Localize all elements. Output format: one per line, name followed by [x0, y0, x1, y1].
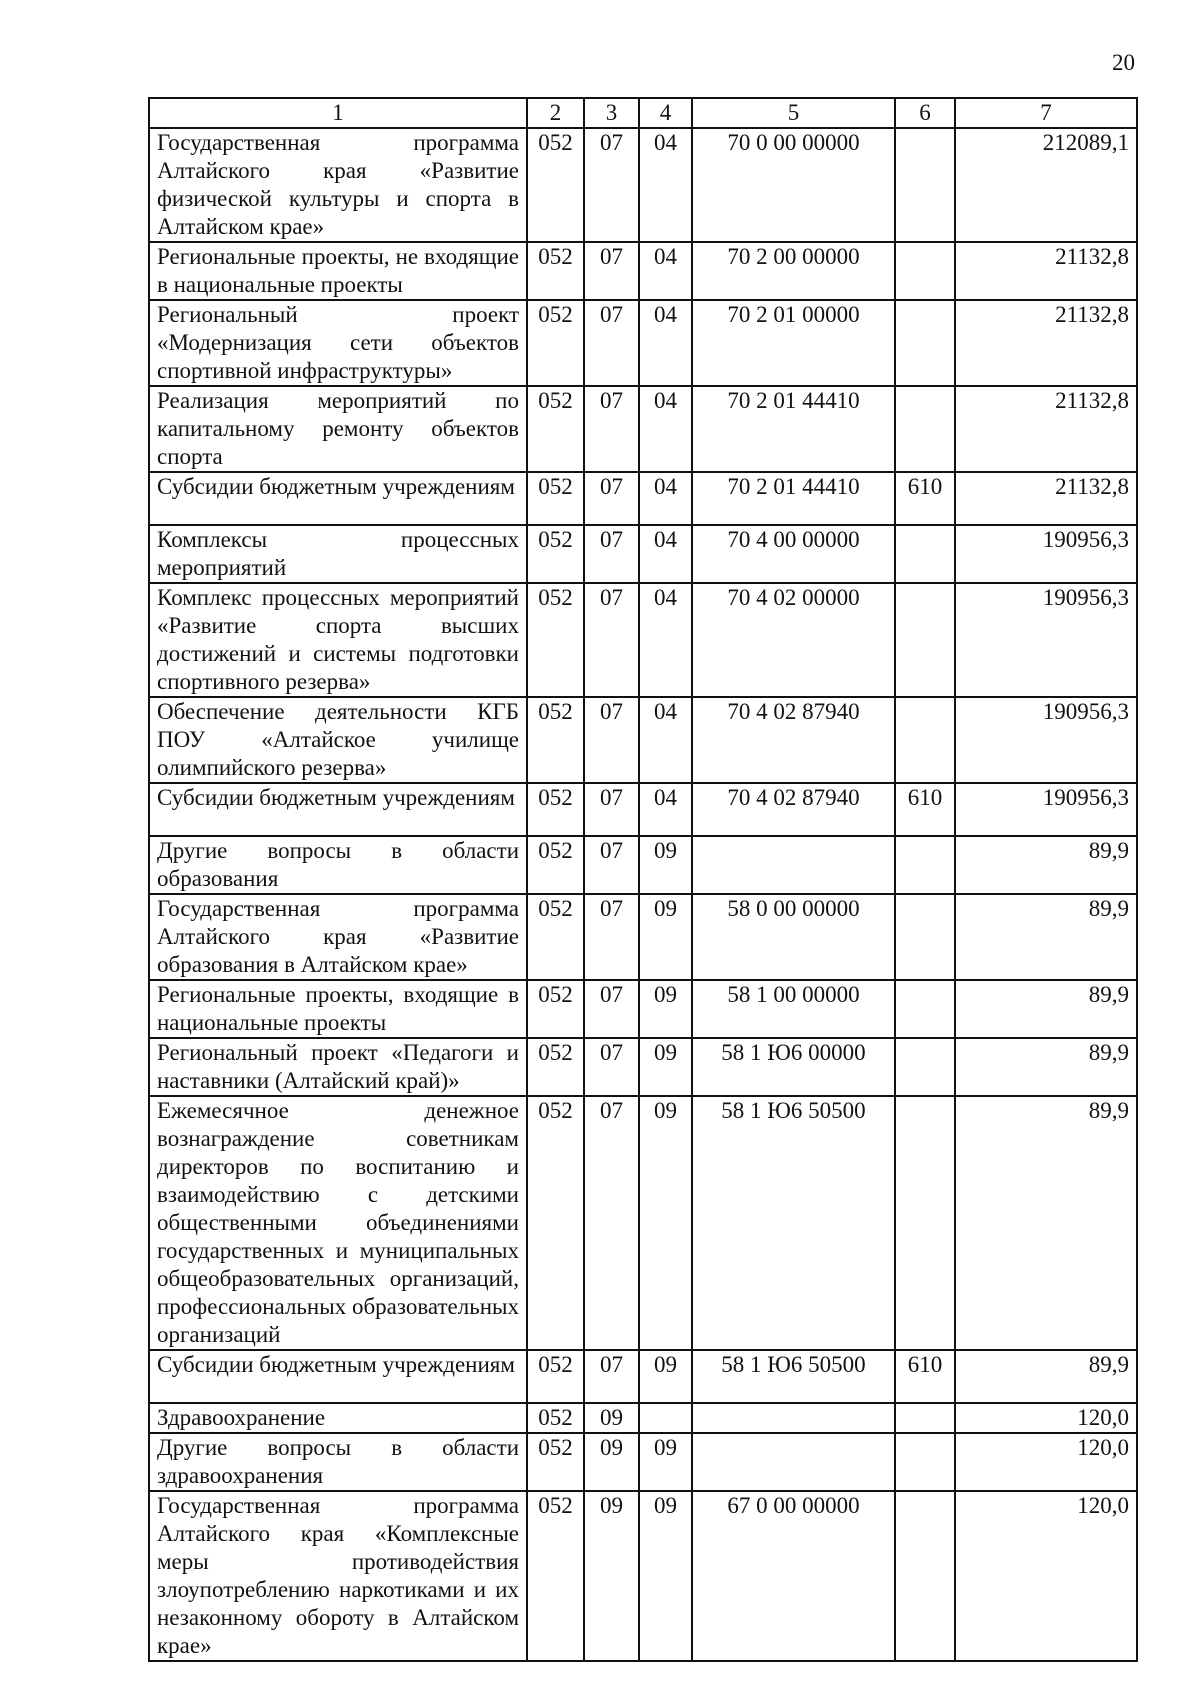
subsection-cell: 04	[639, 386, 692, 472]
row-name-cell: Государственная программа Алтайского края «Развитие образования в Алтайском крае»	[149, 894, 527, 980]
row-name-cell: Субсидии бюджетным учреждениям	[149, 1350, 527, 1403]
expense-type-cell	[895, 128, 955, 242]
ministry-code-cell: 052	[527, 1096, 584, 1350]
row-name-cell: Региональный проект «Модернизация сети объектов спортивной инфраструктуры»	[149, 300, 527, 386]
subsection-cell: 09	[639, 1433, 692, 1491]
section-cell: 07	[584, 980, 639, 1038]
subsection-cell: 04	[639, 242, 692, 300]
target-article-cell: 70 4 02 00000	[692, 583, 895, 697]
section-cell: 07	[584, 1038, 639, 1096]
table-row	[149, 1096, 1137, 1350]
expense-type-cell	[895, 242, 955, 300]
expense-type-cell	[895, 697, 955, 783]
section-cell: 09	[584, 1433, 639, 1491]
section-cell: 07	[584, 300, 639, 386]
row-name-cell: Региональные проекты, входящие в национальные проекты	[149, 980, 527, 1038]
subsection-cell: 04	[639, 783, 692, 836]
expense-type-cell	[895, 525, 955, 583]
target-article-cell: 58 1 Ю6 50500	[692, 1350, 895, 1403]
amount-cell: 21132,8	[955, 386, 1137, 472]
expense-type-cell	[895, 1433, 955, 1491]
amount-cell: 21132,8	[955, 300, 1137, 386]
ministry-code-cell: 052	[527, 242, 584, 300]
ministry-code-cell: 052	[527, 1433, 584, 1491]
table-row	[149, 836, 1137, 894]
target-article-cell: 58 0 00 00000	[692, 894, 895, 980]
table-row	[149, 525, 1137, 583]
section-cell: 07	[584, 783, 639, 836]
column-header: 4	[639, 98, 692, 128]
amount-cell: 190956,3	[955, 525, 1137, 583]
table-row	[149, 783, 1137, 836]
section-cell: 07	[584, 472, 639, 525]
target-article-cell: 58 1 Ю6 50500	[692, 1096, 895, 1350]
ministry-code-cell: 052	[527, 1350, 584, 1403]
ministry-code-cell: 052	[527, 583, 584, 697]
ministry-code-cell: 052	[527, 1403, 584, 1433]
expense-type-cell	[895, 300, 955, 386]
ministry-code-cell: 052	[527, 980, 584, 1038]
row-name-cell: Ежемесячное денежное вознаграждение советникам директоров по воспитанию и взаимодействию с детскими общественными объединениями государственных и муниципальных общеобразовательных организаций, профессиональных образовательных организаций	[149, 1096, 527, 1350]
section-cell: 07	[584, 525, 639, 583]
expense-type-cell	[895, 583, 955, 697]
amount-cell: 89,9	[955, 1038, 1137, 1096]
subsection-cell: 04	[639, 697, 692, 783]
table-row	[149, 472, 1137, 525]
target-article-cell: 70 0 00 00000	[692, 128, 895, 242]
amount-cell: 21132,8	[955, 242, 1137, 300]
target-article-cell: 70 2 01 00000	[692, 300, 895, 386]
ministry-code-cell: 052	[527, 300, 584, 386]
column-header: 1	[149, 98, 527, 128]
amount-cell: 190956,3	[955, 583, 1137, 697]
subsection-cell	[639, 1403, 692, 1433]
row-name-cell: Другие вопросы в области здравоохранения	[149, 1433, 527, 1491]
section-cell: 07	[584, 836, 639, 894]
row-name-cell: Здравоохранение	[149, 1403, 527, 1433]
table-row	[149, 583, 1137, 697]
expense-type-cell: 610	[895, 472, 955, 525]
table-header-row	[149, 98, 1137, 128]
target-article-cell: 58 1 00 00000	[692, 980, 895, 1038]
column-header: 2	[527, 98, 584, 128]
target-article-cell: 70 2 00 00000	[692, 242, 895, 300]
table-row	[149, 1350, 1137, 1403]
ministry-code-cell: 052	[527, 1491, 584, 1661]
budget-table	[148, 97, 1138, 1662]
amount-cell: 190956,3	[955, 697, 1137, 783]
amount-cell: 120,0	[955, 1433, 1137, 1491]
subsection-cell: 09	[639, 894, 692, 980]
column-header: 3	[584, 98, 639, 128]
row-name-cell: Региональный проект «Педагоги и наставники (Алтайский край)»	[149, 1038, 527, 1096]
table-row	[149, 1491, 1137, 1661]
expense-type-cell	[895, 386, 955, 472]
row-name-cell: Региональные проекты, не входящие в национальные проекты	[149, 242, 527, 300]
subsection-cell: 09	[639, 836, 692, 894]
amount-cell: 89,9	[955, 1096, 1137, 1350]
column-header: 7	[955, 98, 1137, 128]
subsection-cell: 04	[639, 525, 692, 583]
subsection-cell: 04	[639, 300, 692, 386]
section-cell: 07	[584, 1096, 639, 1350]
expense-type-cell: 610	[895, 1350, 955, 1403]
ministry-code-cell: 052	[527, 894, 584, 980]
row-name-cell: Реализация мероприятий по капитальному ремонту объектов спорта	[149, 386, 527, 472]
row-name-cell: Субсидии бюджетным учреждениям	[149, 783, 527, 836]
target-article-cell	[692, 1403, 895, 1433]
section-cell: 07	[584, 242, 639, 300]
subsection-cell: 04	[639, 472, 692, 525]
ministry-code-cell: 052	[527, 128, 584, 242]
amount-cell: 21132,8	[955, 472, 1137, 525]
amount-cell: 89,9	[955, 836, 1137, 894]
table-row	[149, 386, 1137, 472]
expense-type-cell	[895, 1038, 955, 1096]
subsection-cell: 04	[639, 583, 692, 697]
subsection-cell: 04	[639, 128, 692, 242]
ministry-code-cell: 052	[527, 783, 584, 836]
target-article-cell: 70 4 02 87940	[692, 783, 895, 836]
column-header: 5	[692, 98, 895, 128]
ministry-code-cell: 052	[527, 525, 584, 583]
target-article-cell: 70 4 02 87940	[692, 697, 895, 783]
table-row	[149, 242, 1137, 300]
target-article-cell	[692, 1433, 895, 1491]
subsection-cell: 09	[639, 1350, 692, 1403]
section-cell: 09	[584, 1403, 639, 1433]
row-name-cell: Государственная программа Алтайского края «Развитие физической культуры и спорта в Алтайском крае»	[149, 128, 527, 242]
target-article-cell: 70 2 01 44410	[692, 386, 895, 472]
ministry-code-cell: 052	[527, 386, 584, 472]
target-article-cell: 58 1 Ю6 00000	[692, 1038, 895, 1096]
table-body	[149, 128, 1137, 1661]
amount-cell: 190956,3	[955, 783, 1137, 836]
ministry-code-cell: 052	[527, 472, 584, 525]
expense-type-cell	[895, 1096, 955, 1350]
subsection-cell: 09	[639, 1096, 692, 1350]
section-cell: 07	[584, 697, 639, 783]
expense-type-cell: 610	[895, 783, 955, 836]
row-name-cell: Другие вопросы в области образования	[149, 836, 527, 894]
amount-cell: 212089,1	[955, 128, 1137, 242]
expense-type-cell	[895, 836, 955, 894]
row-name-cell: Комплекс процессных мероприятий «Развитие спорта высших достижений и системы подготовки спортивного резерва»	[149, 583, 527, 697]
table-row	[149, 980, 1137, 1038]
subsection-cell: 09	[639, 1491, 692, 1661]
row-name-cell: Комплексы процессных мероприятий	[149, 525, 527, 583]
ministry-code-cell: 052	[527, 697, 584, 783]
expense-type-cell	[895, 980, 955, 1038]
section-cell: 07	[584, 386, 639, 472]
expense-type-cell	[895, 1403, 955, 1433]
subsection-cell: 09	[639, 980, 692, 1038]
table-row	[149, 1433, 1137, 1491]
amount-cell: 89,9	[955, 980, 1137, 1038]
table-row	[149, 300, 1137, 386]
table-row	[149, 128, 1137, 242]
row-name-cell: Государственная программа Алтайского края «Комплексные меры противодействия злоупотреблению наркотиками и их незаконному обороту в Алтайском крае»	[149, 1491, 527, 1661]
page-number: 20	[1112, 50, 1135, 75]
subsection-cell: 09	[639, 1038, 692, 1096]
ministry-code-cell: 052	[527, 836, 584, 894]
target-article-cell	[692, 836, 895, 894]
ministry-code-cell: 052	[527, 1038, 584, 1096]
row-name-cell: Субсидии бюджетным учреждениям	[149, 472, 527, 525]
column-header: 6	[895, 98, 955, 128]
section-cell: 09	[584, 1491, 639, 1661]
row-name-cell: Обеспечение деятельности КГБ ПОУ «Алтайское училище олимпийского резерва»	[149, 697, 527, 783]
table-row	[149, 1038, 1137, 1096]
amount-cell: 89,9	[955, 894, 1137, 980]
amount-cell: 120,0	[955, 1491, 1137, 1661]
section-cell: 07	[584, 128, 639, 242]
expense-type-cell	[895, 1491, 955, 1661]
amount-cell: 89,9	[955, 1350, 1137, 1403]
expense-type-cell	[895, 894, 955, 980]
target-article-cell: 67 0 00 00000	[692, 1491, 895, 1661]
table-row	[149, 894, 1137, 980]
section-cell: 07	[584, 894, 639, 980]
table-row	[149, 697, 1137, 783]
target-article-cell: 70 2 01 44410	[692, 472, 895, 525]
table-row	[149, 1403, 1137, 1433]
section-cell: 07	[584, 583, 639, 697]
section-cell: 07	[584, 1350, 639, 1403]
amount-cell: 120,0	[955, 1403, 1137, 1433]
target-article-cell: 70 4 00 00000	[692, 525, 895, 583]
